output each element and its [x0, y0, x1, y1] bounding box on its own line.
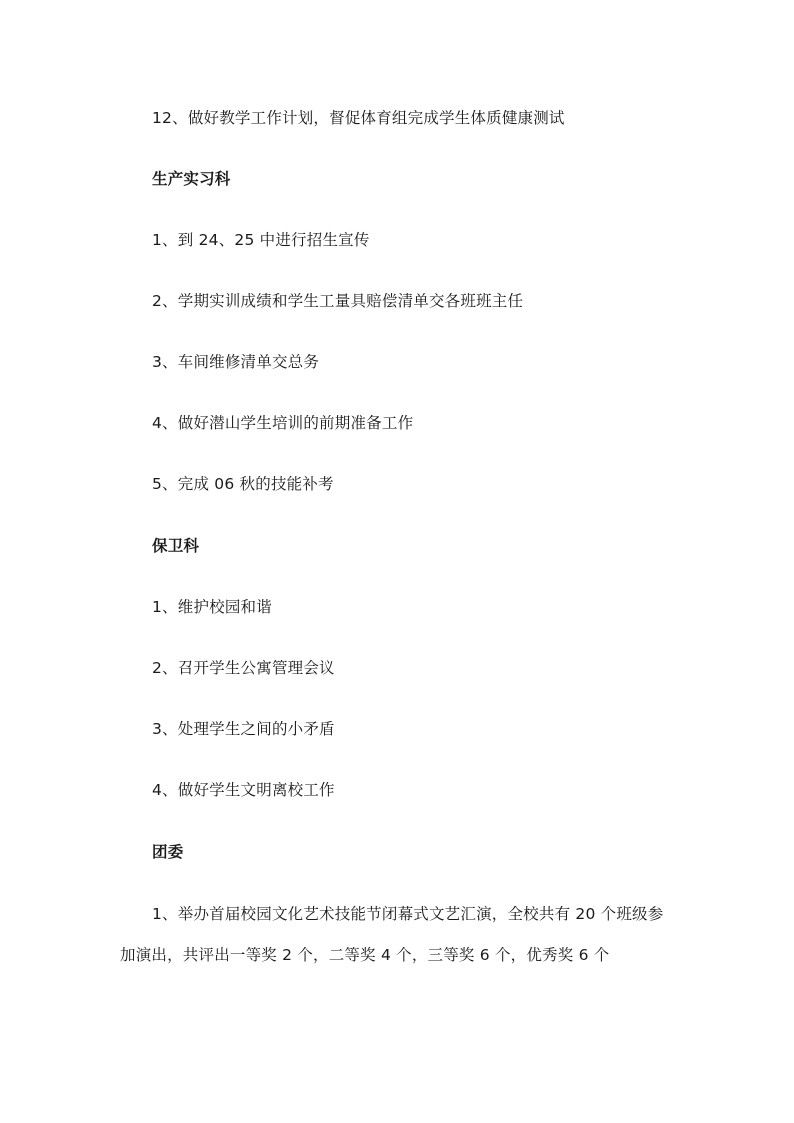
security-item-1: 1、维护校园和谐: [152, 598, 272, 616]
production-item-3: 3、车间维修清单交总务: [152, 353, 320, 371]
production-item-1: 1、到 24、25 中进行招生宣传: [152, 231, 370, 249]
security-item-3: 3、处理学生之间的小矛盾: [152, 720, 335, 738]
education-item-12: 12、做好教学工作计划，督促体育组完成学生体质健康测试: [152, 109, 565, 127]
heading-youth-league: 团委: [152, 843, 184, 861]
heading-security: 保卫科: [152, 537, 200, 555]
security-item-2: 2、召开学生公寓管理会议: [152, 659, 335, 677]
production-item-4: 4、做好潜山学生培训的前期准备工作: [152, 414, 414, 432]
security-item-4: 4、做好学生文明离校工作: [152, 781, 335, 799]
heading-production-practice: 生产实习科: [152, 170, 231, 188]
production-item-5: 5、完成 06 秋的技能补考: [152, 475, 334, 493]
youth-league-item-1-line-2: 加演出，共评出一等奖 2 个，二等奖 4 个，三等奖 6 个，优秀奖 6 个: [120, 946, 610, 964]
production-item-2: 2、学期实训成绩和学生工量具赔偿清单交各班班主任: [152, 292, 524, 310]
youth-league-item-1-line-1: 1、举办首届校园文化艺术技能节闭幕式文艺汇演，全校共有 20 个班级参: [152, 905, 664, 923]
